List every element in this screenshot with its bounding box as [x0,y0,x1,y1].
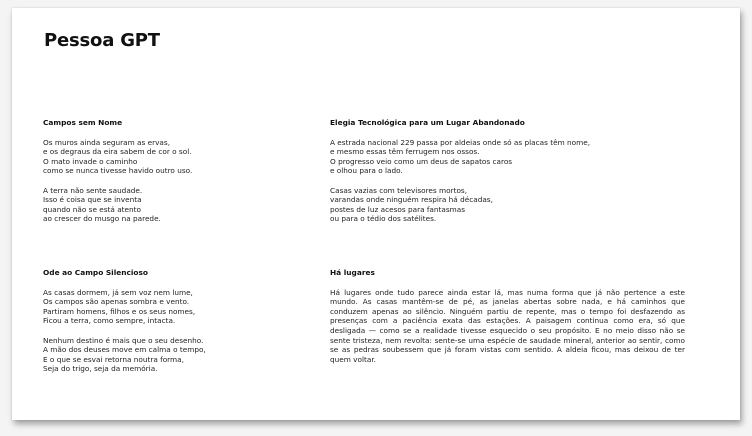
verse-line: postes de luz acesos para fantasmas [330,204,466,214]
poem-title: Elegia Tecnológica para um Lugar Abandonado [330,118,525,127]
verse-line: ou para o tédio dos satélites. [330,214,437,224]
poem-ha-lugares [330,268,685,364]
verse-line: A terra não sente saudade. [43,185,143,195]
verse-line: Isso é coisa que se inventa [43,195,142,205]
verse-line: e olhou para o lado. [330,166,403,176]
verse-line: E o que se esvai retorna noutra forma, [43,354,184,364]
poem-campos-sem-nome [43,118,192,234]
stanza [330,138,590,176]
verse-line: ao crescer do musgo na parede. [43,214,161,224]
verse-line: quando não se está atento [43,204,141,214]
page-title: Pessoa GPT [44,30,160,51]
stanza [330,186,590,224]
verse-line: Ficou a terra, como sempre, intacta. [43,316,176,326]
verse-line: A mão dos deuses move em calma o tempo, [43,345,206,355]
verse-line: Os campos são apenas sombra e vento. [43,297,190,307]
stanza [43,186,192,224]
poem-title: Ode ao Campo Silencioso [43,268,148,277]
verse-line: como se nunca tivesse havido outro uso. [43,166,193,176]
stanza [43,138,192,176]
verse-line: Seja do trigo, seja da memória. [43,364,158,374]
verse-line: A estrada nacional 229 passa por aldeias onde só as placas têm nome, [330,137,591,147]
poem-ode-ao-campo-silencioso [43,268,206,384]
verse-line: Casas vazias com televisores mortos, [330,185,468,195]
verse-line: O progresso veio como um deus de sapatos caros [330,156,513,166]
verse-line: e mesmo essas têm ferrugem nos ossos. [330,147,480,157]
poem-title: Há lugares [330,268,375,277]
verse-line: e os degraus da eira sabem de cor o sol. [43,147,192,157]
verse-line: Os muros ainda seguram as ervas, [43,137,171,147]
verse-line: Nenhum destino é mais que o seu desenho. [43,335,204,345]
poem-elegia-tecnologica [330,118,590,234]
poem-title: Campos sem Nome [43,118,123,127]
verse-line: As casas dormem, já sem voz nem lume, [43,287,193,297]
stanza [43,288,206,326]
verse-line: varandas onde ninguém respira há décadas, [330,195,493,205]
verse-line: O mato invade o caminho [43,156,138,166]
verse-line: Partiram homens, filhos e os seus nomes, [43,306,196,316]
stanza [43,336,206,374]
prose-paragraph: Há lugares onde tudo parece ainda estar lá, mas numa forma que já não pertence a este mundo. As casas mantêm-se de pé, as janelas abertas sobre nada, e há caminhos que conduzem apenas ao silêncio. Ninguém partiu de repente, mas o tempo foi desfazendo as presenças com a paciência exata das estações. A paisagem continua como era, só que desligada — como se a realidade tivesse esquecido o seu propósito. E no meio disso não se sente tristeza, nem revolta: sente-se uma espécie de saudade mineral, anterior ao sentir, como se as pedras soubessem que já foram vistas com sentido. A aldeia ficou, mas deixou de ter quem voltar. [330,287,685,364]
slide [12,8,740,420]
